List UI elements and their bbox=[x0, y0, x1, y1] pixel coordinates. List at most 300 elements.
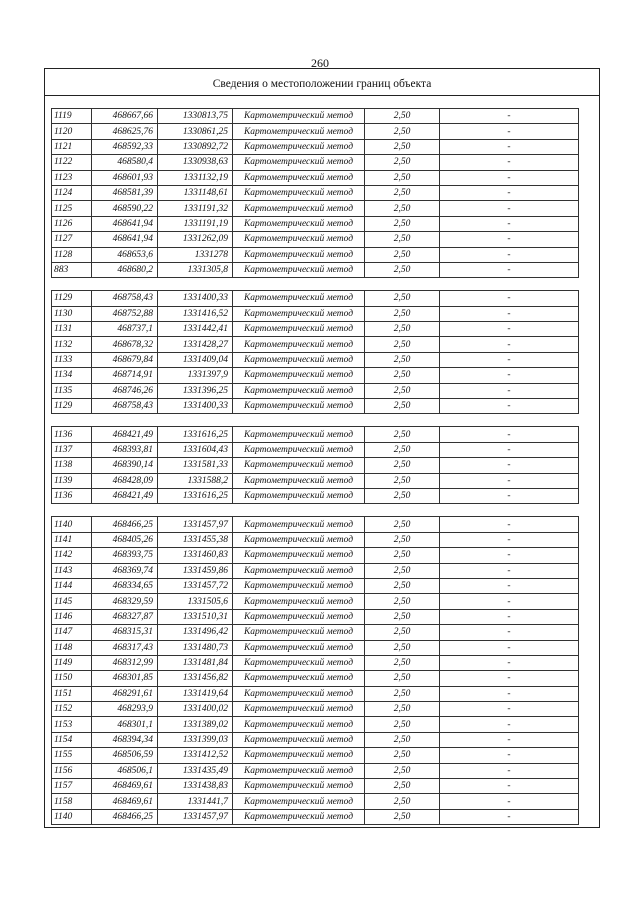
description-cell: - bbox=[440, 399, 579, 414]
x-coordinate-cell: 468678,32 bbox=[92, 337, 158, 352]
y-coordinate-cell: 1331442,41 bbox=[158, 322, 233, 337]
table-row bbox=[52, 517, 579, 532]
method-cell: Картометрический метод bbox=[233, 399, 365, 414]
description-cell: - bbox=[440, 170, 579, 185]
x-coordinate-cell: 468393,81 bbox=[92, 442, 158, 457]
description-cell: - bbox=[440, 291, 579, 306]
point-number-cell: 1143 bbox=[52, 563, 92, 578]
accuracy-cell: 2,50 bbox=[365, 201, 440, 216]
coordinates-tables bbox=[45, 96, 599, 825]
method-cell: Картометрический метод bbox=[233, 442, 365, 457]
accuracy-cell: 2,50 bbox=[365, 794, 440, 809]
y-coordinate-cell: 1331132,19 bbox=[158, 170, 233, 185]
description-cell: - bbox=[440, 594, 579, 609]
method-cell: Картометрический метод bbox=[233, 216, 365, 231]
description-cell: - bbox=[440, 322, 579, 337]
x-coordinate-cell: 468641,94 bbox=[92, 216, 158, 231]
method-cell: Картометрический метод bbox=[233, 517, 365, 532]
accuracy-cell: 2,50 bbox=[365, 671, 440, 686]
y-coordinate-cell: 1331262,09 bbox=[158, 232, 233, 247]
point-number-cell: 1144 bbox=[52, 578, 92, 593]
method-cell: Картометрический метод bbox=[233, 201, 365, 216]
y-coordinate-cell: 1331400,02 bbox=[158, 702, 233, 717]
x-coordinate-cell: 468291,61 bbox=[92, 686, 158, 701]
point-number-cell: 1140 bbox=[52, 809, 92, 824]
accuracy-cell: 2,50 bbox=[365, 702, 440, 717]
point-number-cell: 1148 bbox=[52, 640, 92, 655]
table-row bbox=[52, 216, 579, 231]
page-number: 260 bbox=[311, 56, 329, 70]
y-coordinate-cell: 1331278 bbox=[158, 247, 233, 262]
description-cell: - bbox=[440, 809, 579, 824]
accuracy-cell: 2,50 bbox=[365, 594, 440, 609]
x-coordinate-cell: 468327,87 bbox=[92, 609, 158, 624]
point-number-cell: 1119 bbox=[52, 109, 92, 124]
description-cell: - bbox=[440, 794, 579, 809]
table-row bbox=[52, 383, 579, 398]
accuracy-cell: 2,50 bbox=[365, 306, 440, 321]
point-number-cell: 1150 bbox=[52, 671, 92, 686]
description-cell: - bbox=[440, 563, 579, 578]
x-coordinate-cell: 468394,34 bbox=[92, 732, 158, 747]
accuracy-cell: 2,50 bbox=[365, 216, 440, 231]
description-cell: - bbox=[440, 368, 579, 383]
x-coordinate-cell: 468334,65 bbox=[92, 578, 158, 593]
point-number-cell: 1120 bbox=[52, 124, 92, 139]
y-coordinate-cell: 1331396,25 bbox=[158, 383, 233, 398]
point-number-cell: 1141 bbox=[52, 532, 92, 547]
x-coordinate-cell: 468746,26 bbox=[92, 383, 158, 398]
method-cell: Картометрический метод bbox=[233, 155, 365, 170]
point-number-cell: 1135 bbox=[52, 383, 92, 398]
y-coordinate-cell: 1331409,04 bbox=[158, 352, 233, 367]
x-coordinate-cell: 468405,26 bbox=[92, 532, 158, 547]
accuracy-cell: 2,50 bbox=[365, 532, 440, 547]
point-number-cell: 1130 bbox=[52, 306, 92, 321]
x-coordinate-cell: 468737,1 bbox=[92, 322, 158, 337]
table-row bbox=[52, 686, 579, 701]
accuracy-cell: 2,50 bbox=[365, 548, 440, 563]
y-coordinate-cell: 1331510,31 bbox=[158, 609, 233, 624]
table-row bbox=[52, 809, 579, 824]
method-cell: Картометрический метод bbox=[233, 124, 365, 139]
description-cell: - bbox=[440, 548, 579, 563]
accuracy-cell: 2,50 bbox=[365, 109, 440, 124]
x-coordinate-cell: 468293,9 bbox=[92, 702, 158, 717]
point-number-cell: 1158 bbox=[52, 794, 92, 809]
point-number-cell: 1139 bbox=[52, 473, 92, 488]
description-cell: - bbox=[440, 717, 579, 732]
point-number-cell: 1151 bbox=[52, 686, 92, 701]
y-coordinate-cell: 1331399,03 bbox=[158, 732, 233, 747]
method-cell: Картометрический метод bbox=[233, 748, 365, 763]
x-coordinate-cell: 468393,75 bbox=[92, 548, 158, 563]
accuracy-cell: 2,50 bbox=[365, 124, 440, 139]
x-coordinate-cell: 468421,49 bbox=[92, 488, 158, 503]
method-cell: Картометрический метод bbox=[233, 548, 365, 563]
x-coordinate-cell: 468301,85 bbox=[92, 671, 158, 686]
description-cell: - bbox=[440, 124, 579, 139]
table-row bbox=[52, 671, 579, 686]
x-coordinate-cell: 468469,61 bbox=[92, 779, 158, 794]
coordinates-table bbox=[51, 290, 579, 414]
accuracy-cell: 2,50 bbox=[365, 748, 440, 763]
accuracy-cell: 2,50 bbox=[365, 155, 440, 170]
x-coordinate-cell: 468714,91 bbox=[92, 368, 158, 383]
description-cell: - bbox=[440, 139, 579, 154]
point-number-cell: 1146 bbox=[52, 609, 92, 624]
accuracy-cell: 2,50 bbox=[365, 655, 440, 670]
method-cell: Картометрический метод bbox=[233, 337, 365, 352]
x-coordinate-cell: 468469,61 bbox=[92, 794, 158, 809]
accuracy-cell: 2,50 bbox=[365, 779, 440, 794]
method-cell: Картометрический метод bbox=[233, 532, 365, 547]
accuracy-cell: 2,50 bbox=[365, 383, 440, 398]
table-gap bbox=[45, 96, 599, 108]
x-coordinate-cell: 468680,2 bbox=[92, 262, 158, 277]
point-number-cell: 1145 bbox=[52, 594, 92, 609]
method-cell: Картометрический метод bbox=[233, 671, 365, 686]
method-cell: Картометрический метод bbox=[233, 458, 365, 473]
table-row bbox=[52, 458, 579, 473]
method-cell: Картометрический метод bbox=[233, 185, 365, 200]
accuracy-cell: 2,50 bbox=[365, 368, 440, 383]
method-cell: Картометрический метод bbox=[233, 352, 365, 367]
table-row bbox=[52, 399, 579, 414]
y-coordinate-cell: 1331616,25 bbox=[158, 488, 233, 503]
accuracy-cell: 2,50 bbox=[365, 809, 440, 824]
x-coordinate-cell: 468317,43 bbox=[92, 640, 158, 655]
x-coordinate-cell: 468421,49 bbox=[92, 427, 158, 442]
method-cell: Картометрический метод bbox=[233, 609, 365, 624]
description-cell: - bbox=[440, 732, 579, 747]
accuracy-cell: 2,50 bbox=[365, 609, 440, 624]
table-row bbox=[52, 368, 579, 383]
y-coordinate-cell: 1331428,27 bbox=[158, 337, 233, 352]
method-cell: Картометрический метод bbox=[233, 109, 365, 124]
accuracy-cell: 2,50 bbox=[365, 640, 440, 655]
coordinates-table bbox=[51, 426, 579, 504]
table-row bbox=[52, 548, 579, 563]
y-coordinate-cell: 1330861,25 bbox=[158, 124, 233, 139]
y-coordinate-cell: 1331438,83 bbox=[158, 779, 233, 794]
table-row bbox=[52, 640, 579, 655]
table-row bbox=[52, 306, 579, 321]
y-coordinate-cell: 1331397,9 bbox=[158, 368, 233, 383]
description-cell: - bbox=[440, 748, 579, 763]
y-coordinate-cell: 1331457,97 bbox=[158, 517, 233, 532]
point-number-cell: 1149 bbox=[52, 655, 92, 670]
x-coordinate-cell: 468506,1 bbox=[92, 763, 158, 778]
description-cell: - bbox=[440, 702, 579, 717]
point-number-cell: 1133 bbox=[52, 352, 92, 367]
point-number-cell: 1138 bbox=[52, 458, 92, 473]
method-cell: Картометрический метод bbox=[233, 763, 365, 778]
accuracy-cell: 2,50 bbox=[365, 399, 440, 414]
description-cell: - bbox=[440, 458, 579, 473]
accuracy-cell: 2,50 bbox=[365, 427, 440, 442]
point-number-cell: 1152 bbox=[52, 702, 92, 717]
x-coordinate-cell: 468752,88 bbox=[92, 306, 158, 321]
method-cell: Картометрический метод bbox=[233, 717, 365, 732]
table-row bbox=[52, 247, 579, 262]
x-coordinate-cell: 468667,66 bbox=[92, 109, 158, 124]
point-number-cell: 1147 bbox=[52, 625, 92, 640]
method-cell: Картометрический метод bbox=[233, 488, 365, 503]
point-number-cell: 1129 bbox=[52, 291, 92, 306]
accuracy-cell: 2,50 bbox=[365, 686, 440, 701]
accuracy-cell: 2,50 bbox=[365, 625, 440, 640]
point-number-cell: 1153 bbox=[52, 717, 92, 732]
description-cell: - bbox=[440, 201, 579, 216]
accuracy-cell: 2,50 bbox=[365, 247, 440, 262]
point-number-cell: 1140 bbox=[52, 517, 92, 532]
y-coordinate-cell: 1331400,33 bbox=[158, 291, 233, 306]
point-number-cell: 1124 bbox=[52, 185, 92, 200]
table-row bbox=[52, 139, 579, 154]
description-cell: - bbox=[440, 352, 579, 367]
accuracy-cell: 2,50 bbox=[365, 458, 440, 473]
description-cell: - bbox=[440, 473, 579, 488]
y-coordinate-cell: 1331455,38 bbox=[158, 532, 233, 547]
accuracy-cell: 2,50 bbox=[365, 563, 440, 578]
table-row bbox=[52, 232, 579, 247]
accuracy-cell: 2,50 bbox=[365, 352, 440, 367]
table-row bbox=[52, 794, 579, 809]
y-coordinate-cell: 1331191,19 bbox=[158, 216, 233, 231]
table-row bbox=[52, 337, 579, 352]
accuracy-cell: 2,50 bbox=[365, 732, 440, 747]
point-number-cell: 1142 bbox=[52, 548, 92, 563]
table-row bbox=[52, 109, 579, 124]
x-coordinate-cell: 468506,59 bbox=[92, 748, 158, 763]
point-number-cell: 1123 bbox=[52, 170, 92, 185]
method-cell: Картометрический метод bbox=[233, 383, 365, 398]
description-cell: - bbox=[440, 655, 579, 670]
table-row bbox=[52, 427, 579, 442]
accuracy-cell: 2,50 bbox=[365, 517, 440, 532]
method-cell: Картометрический метод bbox=[233, 427, 365, 442]
accuracy-cell: 2,50 bbox=[365, 262, 440, 277]
y-coordinate-cell: 1331457,97 bbox=[158, 809, 233, 824]
table-row bbox=[52, 185, 579, 200]
accuracy-cell: 2,50 bbox=[365, 473, 440, 488]
accuracy-cell: 2,50 bbox=[365, 322, 440, 337]
description-cell: - bbox=[440, 625, 579, 640]
x-coordinate-cell: 468466,25 bbox=[92, 517, 158, 532]
table-row bbox=[52, 748, 579, 763]
x-coordinate-cell: 468590,22 bbox=[92, 201, 158, 216]
table-gap bbox=[45, 414, 599, 426]
accuracy-cell: 2,50 bbox=[365, 337, 440, 352]
description-cell: - bbox=[440, 427, 579, 442]
y-coordinate-cell: 1330892,72 bbox=[158, 139, 233, 154]
y-coordinate-cell: 1331419,64 bbox=[158, 686, 233, 701]
x-coordinate-cell: 468466,25 bbox=[92, 809, 158, 824]
y-coordinate-cell: 1331496,42 bbox=[158, 625, 233, 640]
table-row bbox=[52, 578, 579, 593]
description-cell: - bbox=[440, 517, 579, 532]
y-coordinate-cell: 1331604,43 bbox=[158, 442, 233, 457]
table-row bbox=[52, 717, 579, 732]
table-row bbox=[52, 155, 579, 170]
x-coordinate-cell: 468758,43 bbox=[92, 399, 158, 414]
description-cell: - bbox=[440, 232, 579, 247]
y-coordinate-cell: 1331460,83 bbox=[158, 548, 233, 563]
accuracy-cell: 2,50 bbox=[365, 442, 440, 457]
point-number-cell: 1128 bbox=[52, 247, 92, 262]
y-coordinate-cell: 1331435,49 bbox=[158, 763, 233, 778]
method-cell: Картометрический метод bbox=[233, 232, 365, 247]
method-cell: Картометрический метод bbox=[233, 322, 365, 337]
point-number-cell: 1154 bbox=[52, 732, 92, 747]
description-cell: - bbox=[440, 442, 579, 457]
method-cell: Картометрический метод bbox=[233, 809, 365, 824]
method-cell: Картометрический метод bbox=[233, 640, 365, 655]
point-number-cell: 1136 bbox=[52, 427, 92, 442]
table-row bbox=[52, 732, 579, 747]
x-coordinate-cell: 468601,93 bbox=[92, 170, 158, 185]
method-cell: Картометрический метод bbox=[233, 655, 365, 670]
table-row bbox=[52, 763, 579, 778]
description-cell: - bbox=[440, 383, 579, 398]
point-number-cell: 1156 bbox=[52, 763, 92, 778]
method-cell: Картометрический метод bbox=[233, 702, 365, 717]
method-cell: Картометрический метод bbox=[233, 368, 365, 383]
point-number-cell: 1157 bbox=[52, 779, 92, 794]
y-coordinate-cell: 1331505,6 bbox=[158, 594, 233, 609]
description-cell: - bbox=[440, 262, 579, 277]
table-row bbox=[52, 532, 579, 547]
method-cell: Картометрический метод bbox=[233, 594, 365, 609]
table-row bbox=[52, 563, 579, 578]
document-frame bbox=[44, 68, 600, 828]
description-cell: - bbox=[440, 578, 579, 593]
description-cell: - bbox=[440, 532, 579, 547]
method-cell: Картометрический метод bbox=[233, 625, 365, 640]
table-row bbox=[52, 322, 579, 337]
method-cell: Картометрический метод bbox=[233, 779, 365, 794]
method-cell: Картометрический метод bbox=[233, 247, 365, 262]
table-title: Сведения о местоположении границ объекта bbox=[45, 69, 599, 96]
table-row bbox=[52, 488, 579, 503]
table-gap bbox=[45, 504, 599, 516]
x-coordinate-cell: 468653,6 bbox=[92, 247, 158, 262]
method-cell: Картометрический метод bbox=[233, 306, 365, 321]
table-row bbox=[52, 262, 579, 277]
method-cell: Картометрический метод bbox=[233, 139, 365, 154]
y-coordinate-cell: 1331305,8 bbox=[158, 262, 233, 277]
point-number-cell: 1125 bbox=[52, 201, 92, 216]
x-coordinate-cell: 468679,84 bbox=[92, 352, 158, 367]
y-coordinate-cell: 1331588,2 bbox=[158, 473, 233, 488]
accuracy-cell: 2,50 bbox=[365, 170, 440, 185]
method-cell: Картометрический метод bbox=[233, 563, 365, 578]
y-coordinate-cell: 1331480,73 bbox=[158, 640, 233, 655]
coordinates-table bbox=[51, 516, 579, 825]
table-row bbox=[52, 702, 579, 717]
coordinates-table bbox=[51, 108, 579, 278]
method-cell: Картометрический метод bbox=[233, 291, 365, 306]
y-coordinate-cell: 1331457,72 bbox=[158, 578, 233, 593]
description-cell: - bbox=[440, 155, 579, 170]
x-coordinate-cell: 468641,94 bbox=[92, 232, 158, 247]
method-cell: Картометрический метод bbox=[233, 732, 365, 747]
y-coordinate-cell: 1331616,25 bbox=[158, 427, 233, 442]
table-row bbox=[52, 655, 579, 670]
description-cell: - bbox=[440, 671, 579, 686]
x-coordinate-cell: 468625,76 bbox=[92, 124, 158, 139]
point-number-cell: 1155 bbox=[52, 748, 92, 763]
x-coordinate-cell: 468315,31 bbox=[92, 625, 158, 640]
point-number-cell: 1134 bbox=[52, 368, 92, 383]
description-cell: - bbox=[440, 247, 579, 262]
description-cell: - bbox=[440, 185, 579, 200]
point-number-cell: 1132 bbox=[52, 337, 92, 352]
method-cell: Картометрический метод bbox=[233, 170, 365, 185]
point-number-cell: 1137 bbox=[52, 442, 92, 457]
x-coordinate-cell: 468580,4 bbox=[92, 155, 158, 170]
x-coordinate-cell: 468312,99 bbox=[92, 655, 158, 670]
table-row bbox=[52, 170, 579, 185]
y-coordinate-cell: 1331416,52 bbox=[158, 306, 233, 321]
table-row bbox=[52, 442, 579, 457]
y-coordinate-cell: 1331400,33 bbox=[158, 399, 233, 414]
y-coordinate-cell: 1331389,02 bbox=[158, 717, 233, 732]
y-coordinate-cell: 1331459,86 bbox=[158, 563, 233, 578]
table-row bbox=[52, 625, 579, 640]
table-row bbox=[52, 609, 579, 624]
point-number-cell: 883 bbox=[52, 262, 92, 277]
description-cell: - bbox=[440, 686, 579, 701]
y-coordinate-cell: 1330813,75 bbox=[158, 109, 233, 124]
table-row bbox=[52, 124, 579, 139]
point-number-cell: 1131 bbox=[52, 322, 92, 337]
description-cell: - bbox=[440, 488, 579, 503]
x-coordinate-cell: 468301,1 bbox=[92, 717, 158, 732]
point-number-cell: 1126 bbox=[52, 216, 92, 231]
x-coordinate-cell: 468369,74 bbox=[92, 563, 158, 578]
accuracy-cell: 2,50 bbox=[365, 232, 440, 247]
method-cell: Картометрический метод bbox=[233, 578, 365, 593]
method-cell: Картометрический метод bbox=[233, 262, 365, 277]
accuracy-cell: 2,50 bbox=[365, 717, 440, 732]
point-number-cell: 1136 bbox=[52, 488, 92, 503]
y-coordinate-cell: 1331441,7 bbox=[158, 794, 233, 809]
y-coordinate-cell: 1331412,52 bbox=[158, 748, 233, 763]
y-coordinate-cell: 1331148,61 bbox=[158, 185, 233, 200]
x-coordinate-cell: 468329,59 bbox=[92, 594, 158, 609]
x-coordinate-cell: 468581,39 bbox=[92, 185, 158, 200]
description-cell: - bbox=[440, 337, 579, 352]
table-row bbox=[52, 594, 579, 609]
accuracy-cell: 2,50 bbox=[365, 578, 440, 593]
table-row bbox=[52, 201, 579, 216]
method-cell: Картометрический метод bbox=[233, 473, 365, 488]
accuracy-cell: 2,50 bbox=[365, 291, 440, 306]
description-cell: - bbox=[440, 779, 579, 794]
description-cell: - bbox=[440, 640, 579, 655]
description-cell: - bbox=[440, 306, 579, 321]
x-coordinate-cell: 468428,09 bbox=[92, 473, 158, 488]
x-coordinate-cell: 468758,43 bbox=[92, 291, 158, 306]
table-row bbox=[52, 352, 579, 367]
table-gap bbox=[45, 278, 599, 290]
description-cell: - bbox=[440, 763, 579, 778]
point-number-cell: 1121 bbox=[52, 139, 92, 154]
table-row bbox=[52, 291, 579, 306]
description-cell: - bbox=[440, 109, 579, 124]
